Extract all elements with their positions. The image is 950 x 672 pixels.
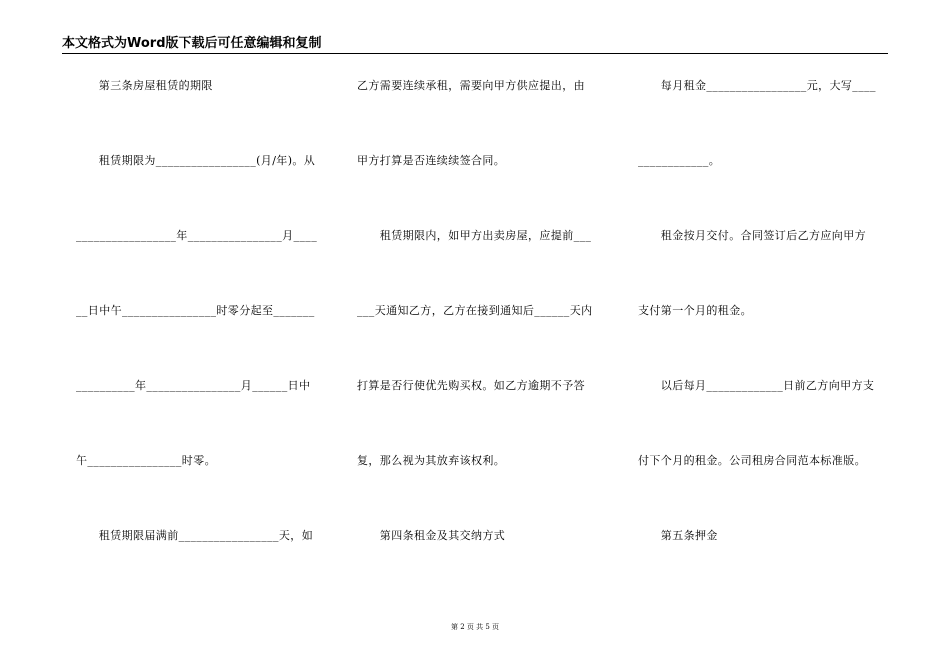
text-line: 租赁期限内，如甲方出卖房屋，应提前___ bbox=[357, 229, 592, 242]
text-line: 第三条房屋租赁的期限 bbox=[76, 79, 213, 92]
text-line: 租赁期限为_________________(月/年)。从 bbox=[76, 154, 316, 167]
page-number-footer: 第 2 页 共 5 页 bbox=[450, 623, 500, 631]
text-line: ___天通知乙方，乙方在接到通知后______天内 bbox=[357, 304, 593, 317]
text-line: 打算是否行使优先购买权。如乙方逾期不予答 bbox=[357, 379, 585, 392]
text-line: _________________年________________月____ bbox=[76, 229, 318, 242]
text-line: 租赁期限届满前_________________天，如 bbox=[76, 529, 314, 542]
text-line: 支付第一个月的租金。 bbox=[638, 304, 752, 317]
text-line: 午________________时零。 bbox=[76, 454, 216, 467]
text-line: 第五条押金 bbox=[638, 529, 718, 542]
text-line: 乙方需要连续承租，需要向甲方供应提出，由 bbox=[357, 79, 585, 92]
text-line: __日中午________________时零分起至_______ bbox=[76, 304, 315, 317]
header-title: 本文格式为Word版下载后可任意编辑和复制 bbox=[62, 36, 322, 51]
text-line: 租金按月交付。合同签订后乙方应向甲方 bbox=[638, 229, 866, 242]
text-line: 付下个月的租金。公司租房合同范本标准版。 bbox=[638, 454, 866, 467]
page-header bbox=[62, 36, 888, 54]
text-line: 复，那么视为其放弃该权利。 bbox=[357, 454, 506, 467]
text-line: 每月租金_________________元，大写____ bbox=[638, 79, 876, 92]
text-line: 以后每月_____________日前乙方向甲方支 bbox=[638, 379, 875, 392]
text-line: __________年________________月______日中 bbox=[76, 379, 311, 392]
text-line: 第四条租金及其交纳方式 bbox=[357, 529, 506, 542]
text-line: 甲方打算是否连续续签合同。 bbox=[357, 154, 506, 167]
text-line: ____________。 bbox=[638, 154, 721, 167]
